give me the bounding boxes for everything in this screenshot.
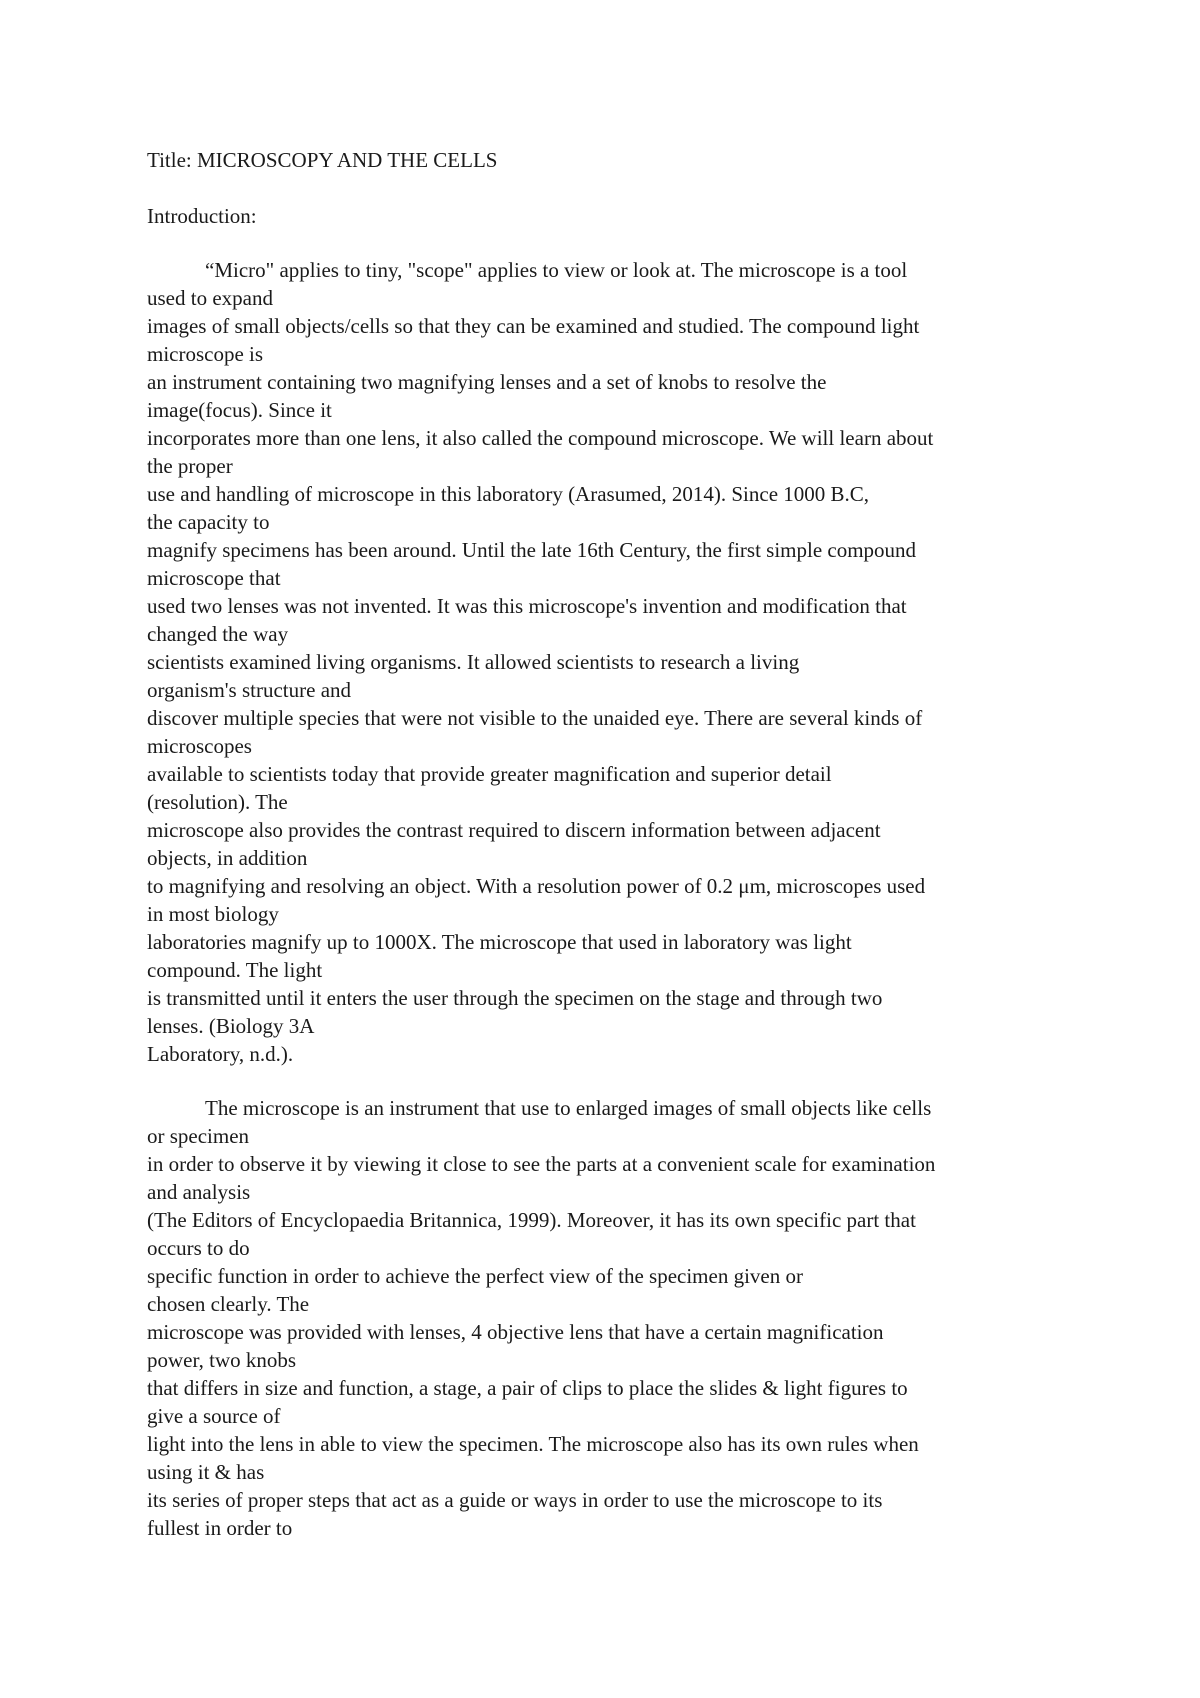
paragraph-line: changed the way <box>147 622 289 646</box>
paragraph-line: is transmitted until it enters the user through the specimen on the stage and through two <box>147 986 883 1010</box>
paragraph-line: and analysis <box>147 1180 251 1204</box>
paragraph-line: The microscope is an instrument that use to enlarged images of small objects like cells <box>205 1096 932 1120</box>
paragraph-line: use and handling of microscope in this laboratory (Arasumed, 2014). Since 1000 B.C, <box>147 482 870 506</box>
paragraph-line: give a source of <box>147 1404 281 1428</box>
paragraph-line: in order to observe it by viewing it close to see the parts at a convenient scale for examination <box>147 1152 936 1176</box>
paragraph-line: to magnifying and resolving an object. With a resolution power of 0.2 μm, microscopes used <box>147 874 926 898</box>
paragraph-line: “Micro" applies to tiny, "scope" applies to view or look at. The microscope is a tool <box>205 258 908 282</box>
paragraph-line: the proper <box>147 454 233 478</box>
paragraph-line: Laboratory, n.d.). <box>147 1042 294 1066</box>
paragraph-line: specific function in order to achieve the perfect view of the specimen given or <box>147 1264 803 1288</box>
paragraph-line: images of small objects/cells so that they can be examined and studied. The compound light <box>147 314 920 338</box>
document-title: Title: MICROSCOPY AND THE CELLS <box>147 148 498 172</box>
paragraph-line: an instrument containing two magnifying lenses and a set of knobs to resolve the <box>147 370 827 394</box>
paragraph-line: used two lenses was not invented. It was this microscope's invention and modification that <box>147 594 907 618</box>
paragraph-line: microscope that <box>147 566 281 590</box>
paragraph-line: microscope was provided with lenses, 4 objective lens that have a certain magnification <box>147 1320 884 1344</box>
paragraph-2 <box>147 1094 1067 1542</box>
paragraph-line: in most biology <box>147 902 279 926</box>
paragraph-line: incorporates more than one lens, it also called the compound microscope. We will learn about <box>147 426 934 450</box>
paragraph-line: (resolution). The <box>147 790 288 814</box>
paragraph-line: fullest in order to <box>147 1516 293 1540</box>
paragraph-line: using it & has <box>147 1460 265 1484</box>
paragraph-line: power, two knobs <box>147 1348 297 1372</box>
paragraph-line: discover multiple species that were not visible to the unaided eye. There are several kinds of <box>147 706 923 730</box>
paragraph-line: (The Editors of Encyclopaedia Britannica, 1999). Moreover, it has its own specific part that <box>147 1208 916 1232</box>
paragraph-line: chosen clearly. The <box>147 1292 310 1316</box>
paragraph-line: compound. The light <box>147 958 323 982</box>
paragraph-line: laboratories magnify up to 1000X. The microscope that used in laboratory was light <box>147 930 852 954</box>
paragraph-line: the capacity to <box>147 510 270 534</box>
paragraph-line: scientists examined living organisms. It allowed scientists to research a living <box>147 650 800 674</box>
paragraph-line: objects, in addition <box>147 846 308 870</box>
paragraph-line: its series of proper steps that act as a guide or ways in order to use the microscope to its <box>147 1488 883 1512</box>
paragraph-line: occurs to do <box>147 1236 250 1260</box>
paragraph-line: image(focus). Since it <box>147 398 332 422</box>
paragraph-line: available to scientists today that provide greater magnification and superior detail <box>147 762 832 786</box>
paragraph-line: used to expand <box>147 286 273 310</box>
paragraph-line: microscope is <box>147 342 264 366</box>
paragraph-line: microscopes <box>147 734 252 758</box>
paragraph-line: organism's structure and <box>147 678 352 702</box>
paragraph-line: magnify specimens has been around. Until the late 16th Century, the first simple compound <box>147 538 917 562</box>
paragraph-line: lenses. (Biology 3A <box>147 1014 315 1038</box>
paragraph-line: that differs in size and function, a stage, a pair of clips to place the slides & light figures to <box>147 1376 908 1400</box>
paragraph-line: light into the lens in able to view the specimen. The microscope also has its own rules when <box>147 1432 919 1456</box>
paragraph-1 <box>147 256 1067 1068</box>
paragraph-line: microscope also provides the contrast required to discern information between adjacent <box>147 818 881 842</box>
paragraph-line: or specimen <box>147 1124 250 1148</box>
introduction-heading: Introduction: <box>147 204 257 228</box>
